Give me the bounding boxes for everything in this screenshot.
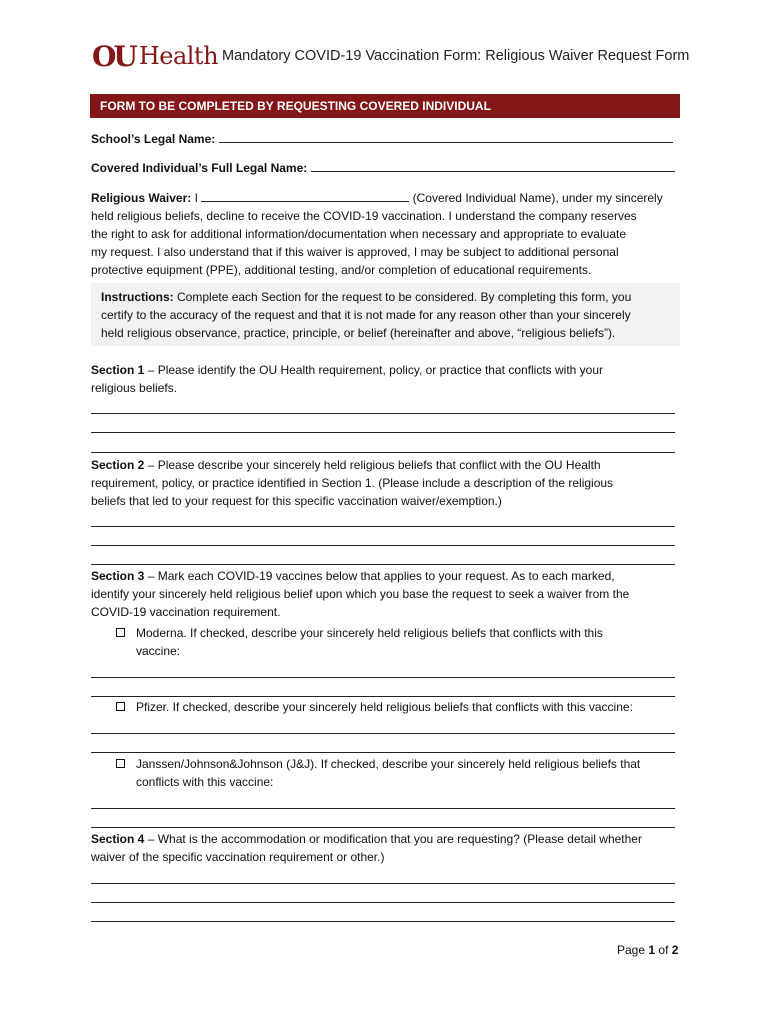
section-4-label: Section 4 <box>91 832 145 846</box>
section-4-line2: waiver of the specific vaccination requirement or other.) <box>91 850 385 864</box>
page-of-word: of <box>658 943 669 957</box>
page-current: 1 <box>648 943 656 957</box>
answer-line[interactable] <box>91 413 675 414</box>
waiver-line5: protective equipment (PPE), additional testing, and/or completion of educational requirements. <box>91 263 592 277</box>
waiver-intro: I <box>194 191 198 205</box>
answer-line[interactable] <box>91 902 675 903</box>
moderna-line2: vaccine: <box>136 644 181 658</box>
instructions-box <box>91 283 680 346</box>
jj-line1: Janssen/Johnson&Johnson (J&J). If checked, describe your sincerely held religious beliefs that <box>136 757 641 771</box>
page-word: Page <box>617 943 646 957</box>
jj-line2: conflicts with this vaccine: <box>136 775 274 789</box>
answer-line[interactable] <box>91 452 675 453</box>
page-total: 2 <box>671 943 679 957</box>
section-3-label: Section 3 <box>91 569 145 583</box>
answer-line[interactable] <box>91 564 675 565</box>
individual-name-field <box>91 159 675 177</box>
moderna-line1: Moderna. If checked, describe your sincerely held religious beliefs that conflicts with this <box>136 626 603 640</box>
answer-line[interactable] <box>91 827 675 828</box>
section-2-label: Section 2 <box>91 458 145 472</box>
section-1 <box>91 361 681 397</box>
section-3 <box>91 567 681 621</box>
school-name-blank[interactable] <box>219 130 673 143</box>
section-2-line1: – Please describe your sincerely held religious beliefs that conflict with the OU Health <box>147 458 601 472</box>
logo-ou-mark: OU <box>92 39 135 73</box>
instructions-line2: certify to the accuracy of the request and that it is not made for any reason other than your sincerely <box>101 308 631 322</box>
instructions-line3: held religious observance, practice, principle, or belief (hereinafter and above, “religious beliefs”). <box>101 326 616 340</box>
document-title: Mandatory COVID-19 Vaccination Form: Religious Waiver Request Form <box>222 48 690 64</box>
religious-waiver-paragraph <box>91 189 681 279</box>
section-1-line1: – Please identify the OU Health requirement, policy, or practice that conflicts with your <box>147 363 604 377</box>
answer-line[interactable] <box>91 752 675 753</box>
answer-line[interactable] <box>91 921 675 922</box>
section-2 <box>91 456 681 510</box>
page-number <box>617 943 678 957</box>
pfizer-checkbox[interactable] <box>116 702 125 711</box>
school-name-field <box>91 130 673 148</box>
waiver-line2: held religious beliefs, decline to receive the COVID-19 vaccination. I understand the company reserves <box>91 209 637 223</box>
jj-option <box>136 755 676 791</box>
section-3-line2: identify your sincerely held religious belief upon which you base the request to seek a waiver from the <box>91 587 630 601</box>
section-3-line3: COVID-19 vaccination requirement. <box>91 605 281 619</box>
waiver-line1: (Covered Individual Name), under my sincerely <box>412 191 663 205</box>
section-4-line1: – What is the accommodation or modification that you are requesting? (Please detail whether <box>147 832 642 846</box>
section-1-line2: religious beliefs. <box>91 381 178 395</box>
moderna-checkbox[interactable] <box>116 628 125 637</box>
moderna-option <box>136 624 676 660</box>
waiver-name-blank[interactable] <box>201 189 409 202</box>
instructions-line1: Complete each Section for the request to be considered. By completing this form, you <box>177 290 632 304</box>
section-banner: FORM TO BE COMPLETED BY REQUESTING COVERED INDIVIDUAL <box>90 94 680 118</box>
individual-name-label: Covered Individual’s Full Legal Name: <box>91 161 308 175</box>
individual-name-blank[interactable] <box>311 159 675 172</box>
waiver-line3: the right to ask for additional information/documentation when necessary and appropriate to evaluate <box>91 227 626 241</box>
section-2-line2: requirement, policy, or practice identified in Section 1. (Please include a description of the religious <box>91 476 614 490</box>
section-2-line3: beliefs that led to your request for this specific vaccination waiver/exemption.) <box>91 494 502 508</box>
section-1-label: Section 1 <box>91 363 145 377</box>
answer-line[interactable] <box>91 677 675 678</box>
pfizer-option: Pfizer. If checked, describe your sincerely held religious beliefs that conflicts with this vaccine: <box>136 700 633 714</box>
answer-line[interactable] <box>91 883 675 884</box>
ou-health-logo <box>92 38 218 74</box>
answer-line[interactable] <box>91 808 675 809</box>
jj-checkbox[interactable] <box>116 759 125 768</box>
answer-line[interactable] <box>91 545 675 546</box>
waiver-line4: my request. I also understand that if this waiver is approved, I may be subject to additional personal <box>91 245 619 259</box>
instructions-label: Instructions: <box>101 290 174 304</box>
logo-health-word: Health <box>138 42 219 70</box>
answer-line[interactable] <box>91 733 675 734</box>
section-3-line1: – Mark each COVID-19 vaccines below that applies to your request. As to each marked, <box>147 569 615 583</box>
school-name-label: School’s Legal Name: <box>91 132 216 146</box>
answer-line[interactable] <box>91 696 675 697</box>
answer-line[interactable] <box>91 432 675 433</box>
section-4 <box>91 830 681 866</box>
waiver-label: Religious Waiver: <box>91 191 192 205</box>
answer-line[interactable] <box>91 526 675 527</box>
